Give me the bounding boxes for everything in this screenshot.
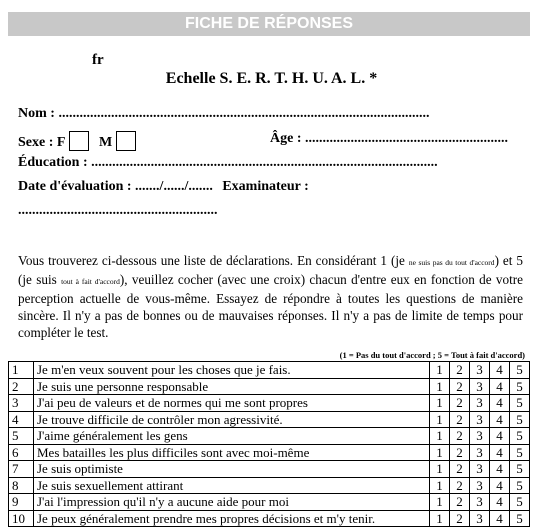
scale-legend: (1 = Pas du tout d'accord ; 5 = Tout à fait d'accord) [339,350,525,360]
item-statement: Mes batailles les plus difficiles sont avec moi-même [34,444,430,461]
item-number: 1 [9,362,34,379]
rating-option[interactable]: 4 [490,461,510,478]
table-row [9,411,530,428]
item-number: 2 [9,378,34,395]
item-statement: Je suis optimiste [34,461,430,478]
table-row [9,494,530,511]
rating-option[interactable]: 3 [470,510,490,527]
rating-option[interactable]: 3 [470,428,490,445]
date-field[interactable] [18,179,309,195]
item-statement: Je suis sexuellement attirant [34,477,430,494]
item-number: 5 [9,428,34,445]
item-number: 6 [9,444,34,461]
intro-text-3: ), veuillez cocher (avec une croix) chacun d'entre eux en fonction de votre perception actuelle de vous-même. Essayez de répondre à toutes les questions de manière sincère. Il n'y a pas de bonnes ou de mauvaises réponses. Il n'y a pas de limite de temps pour compléter le test. [18,272,523,340]
rating-option[interactable]: 5 [510,411,530,428]
rating-option[interactable]: 2 [450,378,470,395]
items-table [8,361,530,527]
rating-option[interactable]: 1 [430,378,450,395]
scale-title: Echelle S. E. R. T. H. U. A. L. * [165,70,378,87]
table-row [9,461,530,478]
rating-option[interactable]: 5 [510,362,530,379]
rating-option[interactable]: 1 [430,395,450,412]
rating-option[interactable]: 4 [490,510,510,527]
rating-option[interactable]: 5 [510,428,530,445]
item-statement: Je suis une personne responsable [34,378,430,395]
rating-option[interactable]: 1 [430,494,450,511]
examinateur-label: Examinateur : [222,179,309,194]
rating-option[interactable]: 2 [450,477,470,494]
sexe-m-label: M [98,135,113,150]
rating-option[interactable]: 2 [450,494,470,511]
rating-option[interactable]: 1 [430,362,450,379]
item-number: 9 [9,494,34,511]
rating-option[interactable]: 5 [510,395,530,412]
nom-field[interactable] [18,106,429,122]
item-number: 7 [9,461,34,478]
item-number: 3 [9,395,34,412]
nom-dots: .......................................................................................................... [58,106,430,121]
item-statement: J'ai peu de valeurs et de normes qui me sont propres [34,395,430,412]
rating-option[interactable]: 3 [470,477,490,494]
intro-text-2: ) et 5 (je suis [18,253,523,287]
examinateur-field[interactable] [18,203,218,219]
instructions-paragraph [18,252,523,341]
examinateur-dots: ......................................................... [18,203,218,218]
rating-option[interactable]: 5 [510,510,530,527]
table-row [9,444,530,461]
rating-option[interactable]: 4 [490,378,510,395]
rating-option[interactable]: 5 [510,444,530,461]
sexe-f-checkbox[interactable] [69,131,89,151]
language-code: fr [92,52,104,68]
item-statement: Je trouve difficile de contrôler mon agressivité. [34,411,430,428]
rating-option[interactable]: 3 [470,494,490,511]
rating-option[interactable]: 1 [430,444,450,461]
rating-option[interactable]: 1 [430,411,450,428]
rating-option[interactable]: 5 [510,461,530,478]
table-row [9,378,530,395]
rating-option[interactable]: 4 [490,428,510,445]
rating-option[interactable]: 4 [490,444,510,461]
rating-option[interactable]: 2 [450,411,470,428]
rating-option[interactable]: 2 [450,444,470,461]
rating-option[interactable]: 2 [450,428,470,445]
date-label: Date d'évaluation : ......./....../....... [18,179,213,194]
rating-option[interactable]: 3 [470,362,490,379]
rating-option[interactable]: 4 [490,477,510,494]
rating-option[interactable]: 2 [450,510,470,527]
sexe-row [18,131,142,151]
sexe-f-label: F [56,135,66,150]
rating-option[interactable]: 1 [430,477,450,494]
sexe-label: Sexe : [18,135,54,150]
item-statement: J'aime généralement les gens [34,428,430,445]
rating-option[interactable]: 1 [430,428,450,445]
education-dots: ................................................................................................... [91,155,438,170]
intro-text-1: Vous trouverez ci-dessous une liste de déclarations. En considérant 1 (je [18,253,409,268]
table-row [9,362,530,379]
education-label: Éducation : [18,155,88,170]
rating-option[interactable]: 2 [450,461,470,478]
rating-option[interactable]: 3 [470,411,490,428]
rating-option[interactable]: 4 [490,494,510,511]
intro-tiny-1: ne suis pas du tout d'accord [408,258,495,267]
nom-label: Nom : [18,106,55,121]
age-dots: .......................................................... [305,131,508,146]
rating-option[interactable]: 3 [470,395,490,412]
table-row [9,428,530,445]
item-number: 10 [9,510,34,527]
rating-option[interactable]: 1 [430,510,450,527]
intro-tiny-2: tout à fait d'accord [61,277,120,286]
rating-option[interactable]: 3 [470,461,490,478]
sexe-m-checkbox[interactable] [116,131,136,151]
table-row [9,477,530,494]
rating-option[interactable]: 3 [470,378,490,395]
rating-option[interactable]: 1 [430,461,450,478]
item-statement: J'ai l'impression qu'il n'y a aucune aide pour moi [34,494,430,511]
item-number: 8 [9,477,34,494]
age-field[interactable] [270,131,508,147]
rating-option[interactable]: 5 [510,477,530,494]
table-row [9,510,530,527]
rating-option[interactable]: 4 [490,411,510,428]
rating-option[interactable]: 3 [470,444,490,461]
rating-option[interactable]: 2 [450,362,470,379]
item-statement: Je peux généralement prendre mes propres décisions et m'y tenir. [34,510,430,527]
rating-option[interactable]: 5 [510,494,530,511]
form-banner: FICHE DE RÉPONSES [8,12,530,36]
rating-option[interactable]: 4 [490,395,510,412]
education-field[interactable] [18,155,438,171]
table-row [9,395,530,412]
item-statement: Je m'en veux souvent pour les choses que je fais. [34,362,430,379]
rating-option[interactable]: 5 [510,378,530,395]
age-label: Âge : [270,131,302,146]
rating-option[interactable]: 2 [450,395,470,412]
rating-option[interactable]: 4 [490,362,510,379]
item-number: 4 [9,411,34,428]
